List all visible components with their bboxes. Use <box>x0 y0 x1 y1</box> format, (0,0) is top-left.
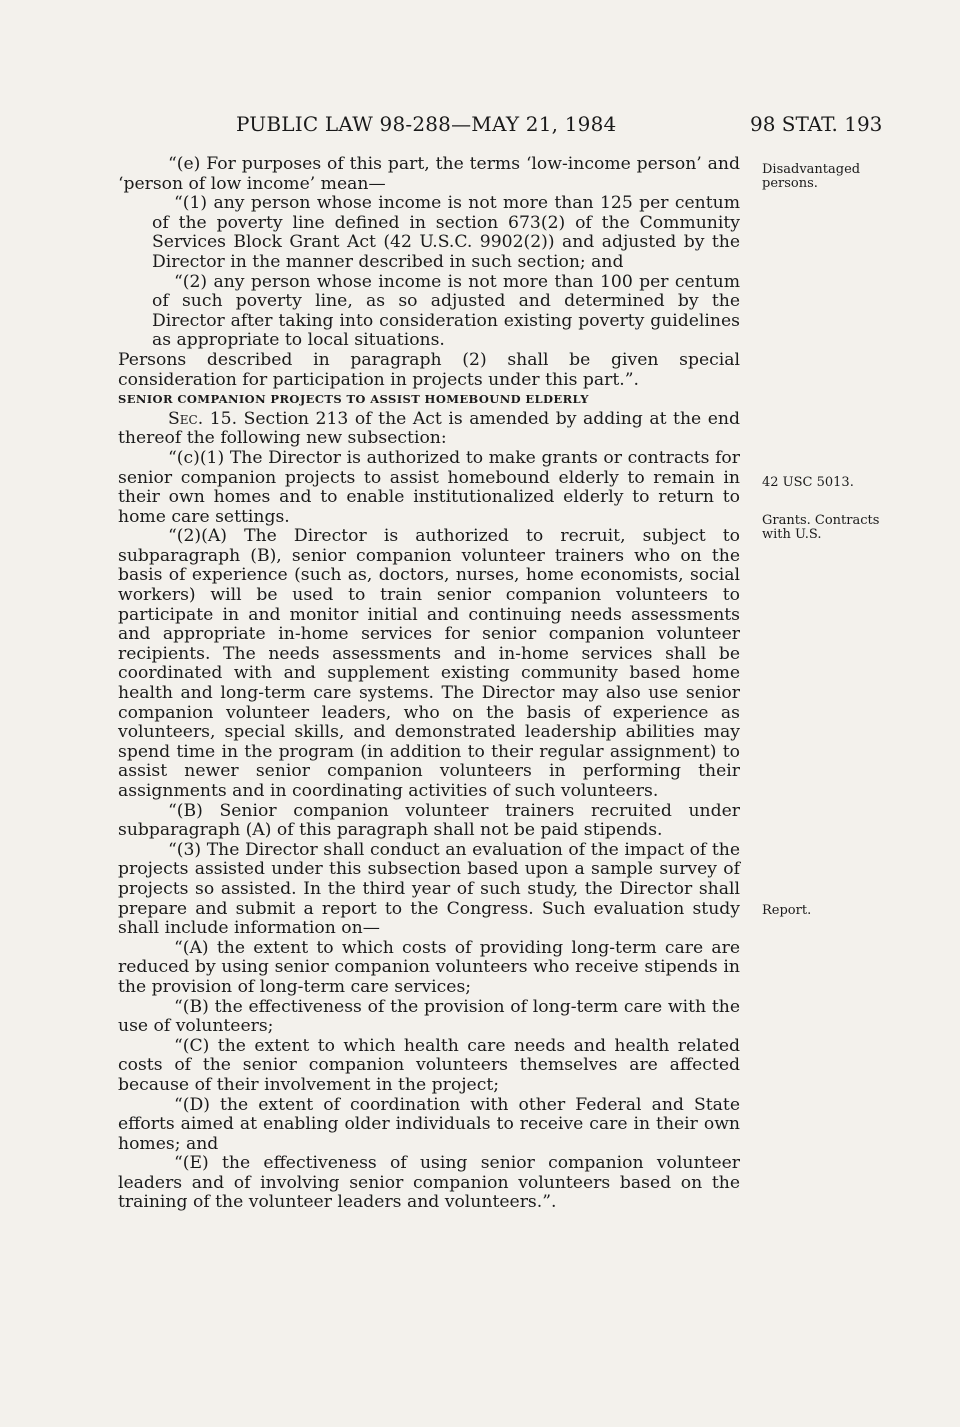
paragraph-2a: “(2)(A) The Director is authorized to recruit, subject to subparagraph (B), senior companion volunteer trainers who on the basis of experience (such as, doctors, nurses, home economists, social workers) will be used to train senior companion volunteers to participate in and monitor initial and continuing needs assessments and appropriate in-home services for senior companion volunteer recipients. The needs assessments and in-home services shall be coordinated with and supplement existing community based home health and long-term care systems. The Director may also use senior companion volunteer leaders, who on the basis of experience as volunteers, special skills, and demonstrated leadership abilities may spend time in the program (in addition to their regular assignment) to assist newer senior companion volunteers in performing their assignments and in coordinating activities of such volunteers. <box>118 526 740 801</box>
paragraph-c1: “(c)(1) The Director is authorized to make grants or contracts for senior companion projects to assist homebound elderly to remain in their own homes and to enable institutionalized elderly to return to home care settings. <box>118 447 740 527</box>
paragraph-3: “(3) The Director shall conduct an evaluation of the impact of the projects assisted under this subsection based upon a sample survey of projects so assisted. In the third year of such study, the Director shall prepare and submit a report to the Congress. Such evaluation study shall include information on— <box>118 839 740 939</box>
section-heading: SENIOR COMPANION PROJECTS TO ASSIST HOMEBOUND ELDERLY <box>118 392 589 407</box>
paragraph-definitions: “(e) For purposes of this part, the terms ‘low-income person’ and ‘person of low income’ mean— <box>118 154 740 194</box>
running-head <box>0 112 960 148</box>
section-15-text: Section 213 of the Act is amended by adding at the end thereof the following new subsection: <box>118 408 740 449</box>
margin-note-disadvantaged: Disadvantaged persons. <box>762 162 861 191</box>
paragraph-2b: “(B) Senior companion volunteer trainers recruited under subparagraph (A) of this paragraph shall not be paid stipends. <box>118 800 740 841</box>
paragraph-3a: “(A) the extent to which costs of providing long-term care are reduced by using senior companion volunteers who receive stipends in the provision of long-term care services; <box>118 937 740 997</box>
margin-note-report: Report. <box>762 903 812 918</box>
paragraph-3c: “(C) the extent to which health care needs and health related costs of the senior companion volunteers themselves are affected because of their involvement in the project; <box>118 1035 740 1095</box>
paragraph-section-15 <box>118 410 740 449</box>
document-body <box>118 155 740 1213</box>
margin-note-usc: 42 USC 5013. <box>762 475 854 490</box>
paragraph-3e: “(E) the effectiveness of using senior companion volunteer leaders and of involving senior companion volunteers based on the training of the volunteer leaders and volunteers.”. <box>118 1153 740 1213</box>
paragraph-3b: “(B) the effectiveness of the provision of long-term care with the use of volunteers; <box>118 996 740 1037</box>
page-title: PUBLIC LAW 98-288—MAY 21, 1984 <box>236 112 617 136</box>
paragraph-clause-1: “(1) any person whose income is not more than 125 per centum of the poverty line defined in section 673(2) of the Community Services Block Grant Act (42 U.S.C. 9902(2)) and adjusted by the Director in the manner described in such section; and <box>152 193 740 272</box>
section-label: Sec. 15. <box>168 408 238 429</box>
margin-note-grants: Grants. Contracts with U.S. <box>762 513 880 542</box>
paragraph-clause-2: “(2) any person whose income is not more than 100 per centum of such poverty line, as so adjusted and determined by the Director after taking into consideration existing poverty guidelines as appropriate to local situations. <box>152 271 740 351</box>
statute-page-number: 98 STAT. 193 <box>750 112 883 136</box>
paragraph-3d: “(D) the extent of coordination with other Federal and State efforts aimed at enabling older individuals to receive care in their own homes; and <box>118 1094 740 1154</box>
paragraph-special-consideration: Persons described in paragraph (2) shall be given special consideration for participation in projects under this part.”. <box>118 349 740 390</box>
